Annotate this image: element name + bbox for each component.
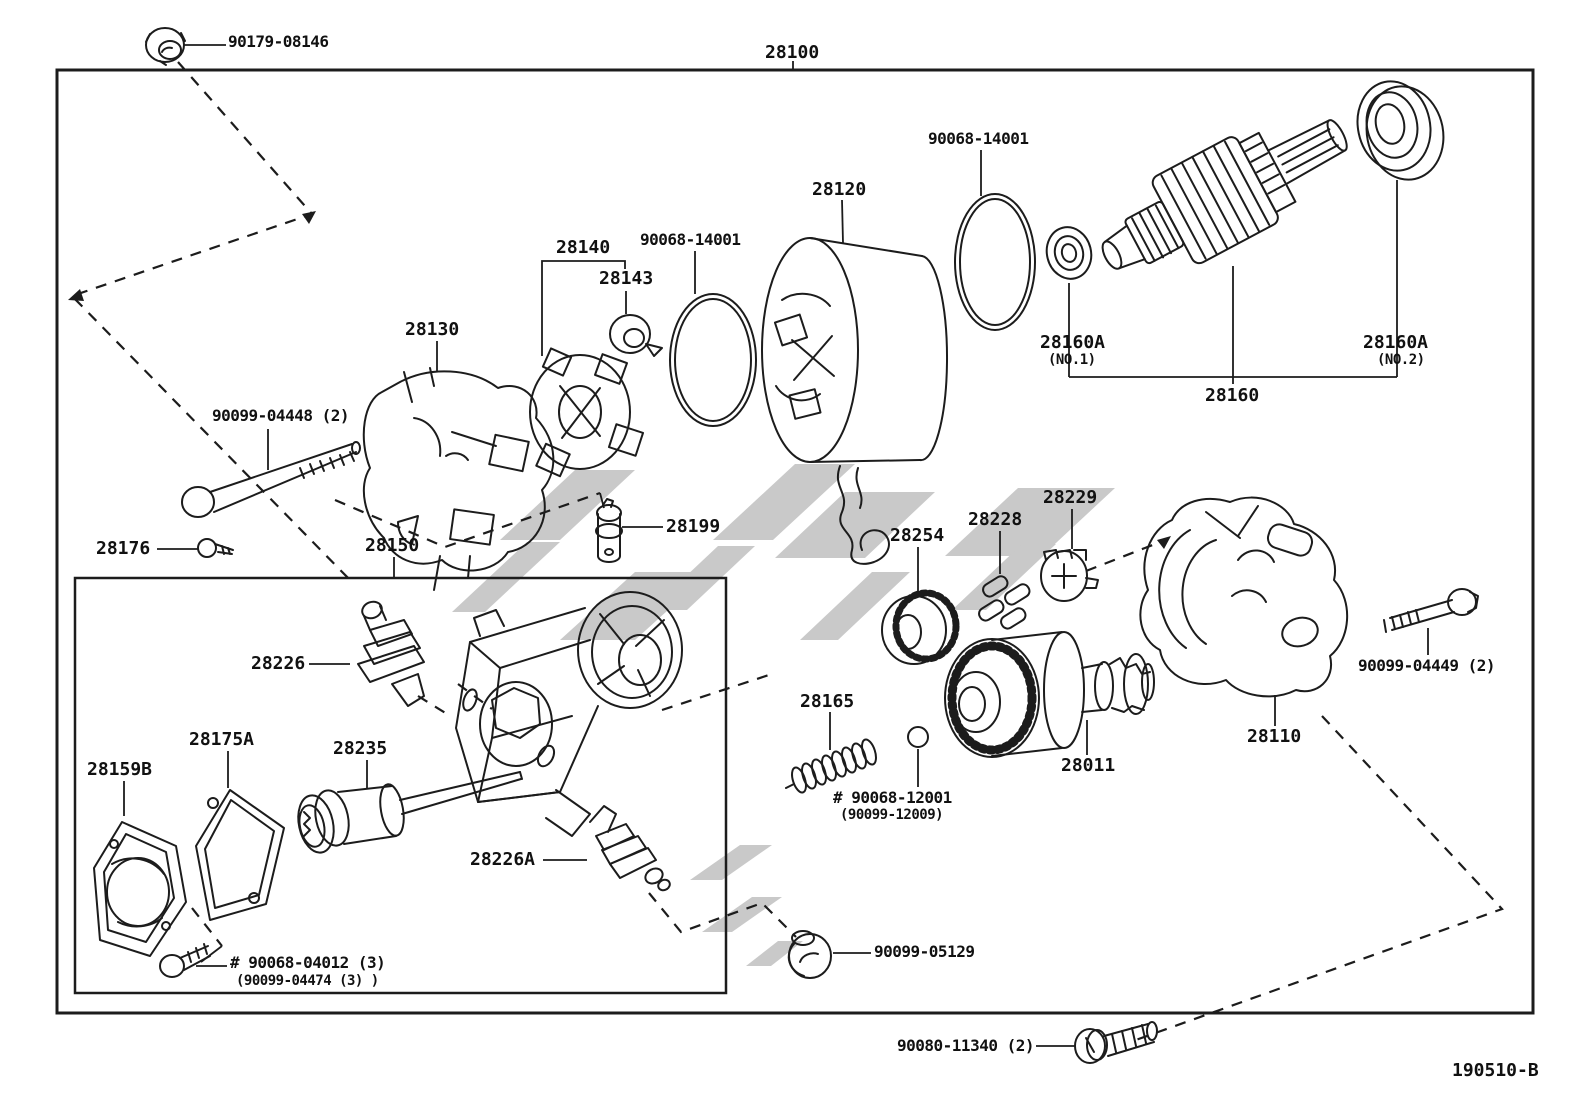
mount-screw-drawing — [1075, 1022, 1157, 1063]
label-28226: 28226 — [251, 653, 306, 674]
label-28160a-no1-sub: (NO.1) — [1048, 352, 1096, 368]
label-90068-14001-rear: 90068-14001 — [928, 129, 1029, 148]
label-28011: 28011 — [1061, 755, 1116, 776]
brush-holder-28140-drawing — [530, 348, 643, 476]
flange-nut-drawing — [146, 28, 185, 65]
switch-28226-drawing — [358, 599, 424, 706]
label-28160: 28160 — [1205, 385, 1260, 406]
label-28199: 28199 — [666, 516, 721, 537]
label-90179-08146: 90179-08146 — [228, 32, 329, 51]
screw-28176-drawing — [198, 539, 233, 557]
retainer-28229-drawing — [1041, 550, 1098, 601]
clutch-28011-drawing — [945, 632, 1154, 757]
housing-bolt-drawing — [1384, 589, 1478, 632]
plate-28159b-drawing — [94, 822, 186, 956]
label-28150: 28150 — [365, 535, 420, 556]
label-28254: 28254 — [890, 525, 945, 546]
label-28110: 28110 — [1247, 726, 1302, 747]
label-28175a: 28175A — [189, 729, 255, 750]
label-28130: 28130 — [405, 319, 460, 340]
gasket-28175a-drawing — [196, 790, 284, 920]
label-28229: 28229 — [1043, 487, 1098, 508]
bearing-no1-drawing — [1041, 222, 1096, 283]
steel-ball-drawing — [908, 727, 928, 747]
label-90068-04012: # 90068-04012 (3) — [230, 953, 386, 972]
label-90099-04448: 90099-04448 (2) — [212, 406, 349, 425]
switch-housing-28150-drawing — [456, 592, 682, 836]
label-90068-12001: # 90068-12001 — [833, 788, 952, 807]
armature-28160-drawing — [1083, 89, 1366, 301]
leader-lines — [124, 42, 1428, 1046]
label-28159b: 28159B — [87, 759, 153, 780]
grommet-drawing — [789, 931, 831, 978]
label-28226a: 28226A — [470, 849, 536, 870]
bearing-no2-drawing — [1349, 74, 1452, 186]
label-28165: 28165 — [800, 691, 855, 712]
label-28120: 28120 — [812, 179, 867, 200]
spring-28165-drawing — [786, 738, 879, 794]
label-28160a-no2: 28160A — [1363, 332, 1429, 353]
oring-front-drawing — [670, 294, 756, 426]
idler-gear-28254-drawing — [882, 593, 956, 664]
label-28160a-no1: 28160A — [1040, 332, 1106, 353]
label-28235: 28235 — [333, 738, 388, 759]
label-28176: 28176 — [96, 538, 151, 559]
label-28100: 28100 — [765, 42, 820, 63]
inner-bolt-drawing — [160, 944, 210, 977]
through-bolt-drawing — [182, 442, 360, 517]
label-90099-05129: 90099-05129 — [874, 942, 975, 961]
label-28143: 28143 — [599, 268, 654, 289]
clip-28143-drawing — [610, 315, 662, 356]
label-90099-04449: 90099-04449 (2) — [1358, 656, 1495, 675]
label-28160a-no2-sub: (NO.2) — [1377, 352, 1425, 368]
label-90080-11340: 90080-11340 (2) — [897, 1036, 1034, 1055]
switch-28226a-drawing — [590, 806, 672, 892]
label-90099-04474: (90099-04474 (3) ) — [236, 973, 379, 989]
plunger-28235-drawing — [293, 772, 522, 856]
label-28140: 28140 — [556, 237, 611, 258]
plug-28199-drawing — [596, 499, 622, 562]
oring-rear-drawing — [955, 194, 1035, 330]
drive-housing-28110-drawing — [1140, 498, 1347, 697]
label-28228: 28228 — [968, 509, 1023, 530]
label-90099-12009: (90099-12009) — [840, 807, 944, 823]
label-90068-14001-front: 90068-14001 — [640, 230, 741, 249]
figure-code: 190510-B — [1452, 1060, 1539, 1081]
